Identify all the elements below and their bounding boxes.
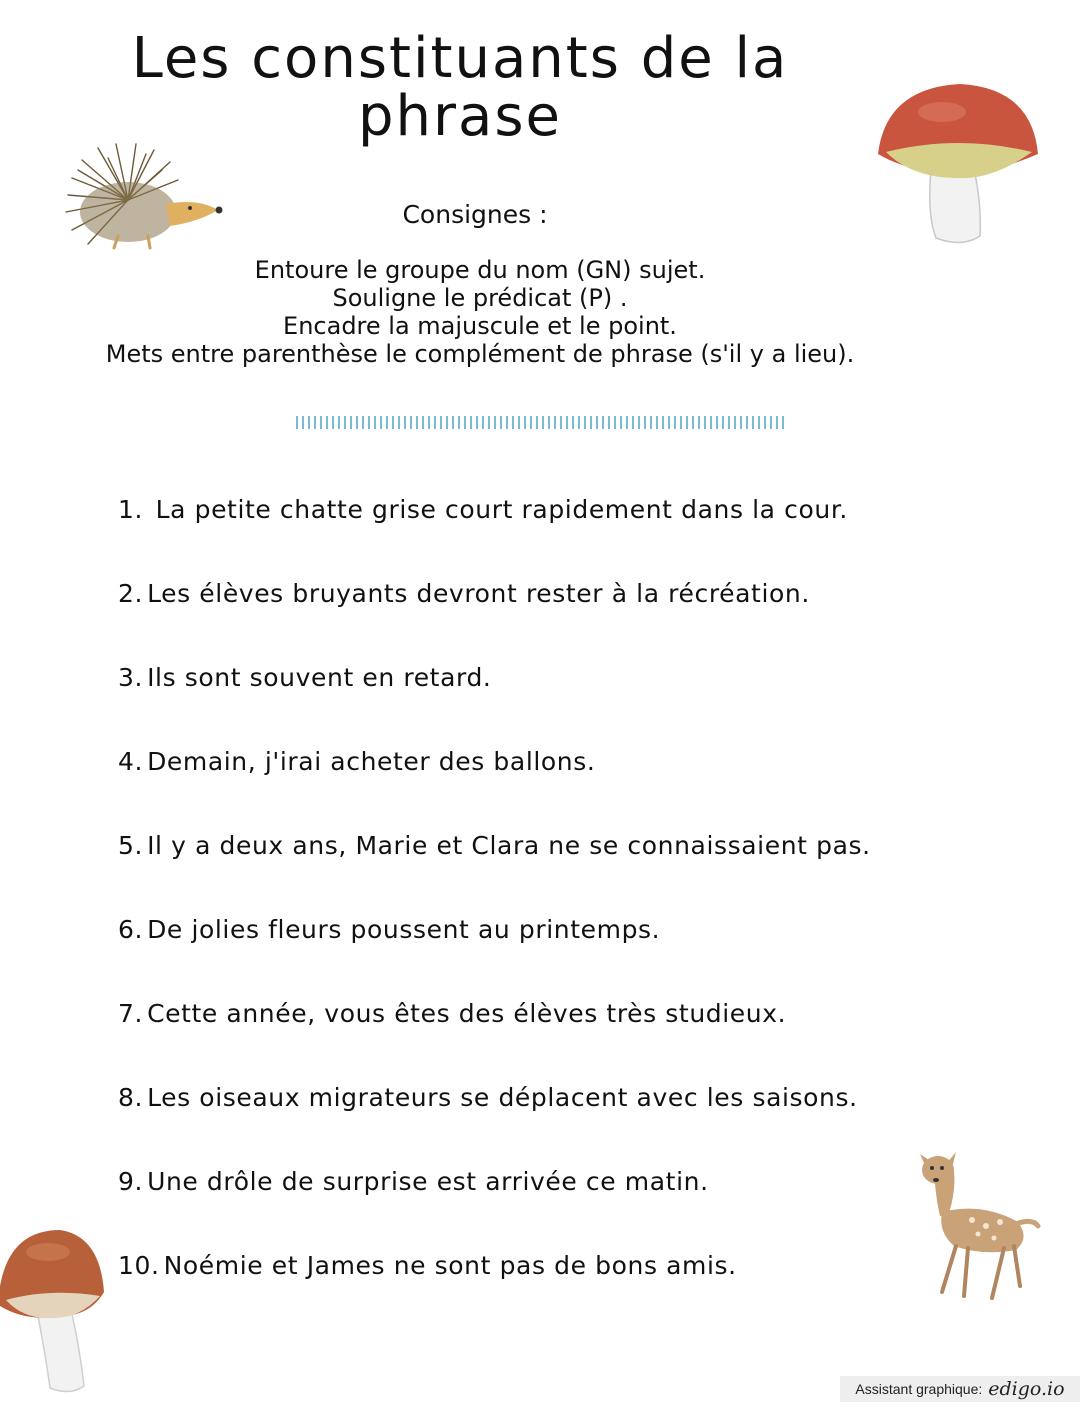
list-item xyxy=(118,912,1018,996)
item-text: Cette année, vous êtes des élèves très studieux. xyxy=(147,999,787,1028)
sentence-list xyxy=(118,492,1018,1332)
list-item xyxy=(118,576,1018,660)
item-text: Il y a deux ans, Marie et Clara ne se connaissaient pas. xyxy=(147,831,871,860)
instructions-list xyxy=(0,256,960,368)
item-number: 8. xyxy=(118,1083,144,1112)
item-text: De jolies fleurs poussent au printemps. xyxy=(147,915,661,944)
item-text: La petite chatte grise court rapidement dans la cour. xyxy=(155,495,848,524)
item-text: Demain, j'irai acheter des ballons. xyxy=(147,747,596,776)
item-text: Les élèves bruyants devront rester à la récréation. xyxy=(147,579,810,608)
instruction-item: Souligne le prédicat (P) . xyxy=(332,284,628,312)
item-text: Ils sont souvent en retard. xyxy=(147,663,492,692)
list-item xyxy=(118,996,1018,1080)
list-item xyxy=(118,1164,1018,1248)
instructions-heading: Consignes : xyxy=(402,200,548,229)
item-number: 2. xyxy=(118,579,144,608)
list-item xyxy=(118,660,1018,744)
page-title: Les constituants de la phrase xyxy=(131,26,789,149)
item-number: 6. xyxy=(118,915,144,944)
item-number: 1. xyxy=(118,495,144,524)
list-item xyxy=(118,1080,1018,1164)
footer-credit xyxy=(840,1376,1080,1402)
item-number: 7. xyxy=(118,999,144,1028)
brand-logo: edigo.io xyxy=(988,1378,1065,1400)
list-item xyxy=(118,828,1018,912)
item-text: Une drôle de surprise est arrivée ce matin. xyxy=(147,1167,709,1196)
instruction-item: Entoure le groupe du nom (GN) sujet. xyxy=(254,256,706,284)
item-number: 10. xyxy=(118,1251,160,1280)
item-number: 5. xyxy=(118,831,144,860)
list-item xyxy=(118,744,1018,828)
item-number: 3. xyxy=(118,663,144,692)
item-text: Noémie et James ne sont pas de bons amis. xyxy=(163,1251,737,1280)
item-text: Les oiseaux migrateurs se déplacent avec les saisons. xyxy=(147,1083,858,1112)
instruction-item: Encadre la majuscule et le point. xyxy=(283,312,677,340)
instruction-item: Mets entre parenthèse le complément de phrase (s'il y a lieu). xyxy=(105,340,855,368)
item-number: 4. xyxy=(118,747,144,776)
footer-label: Assistant graphique: xyxy=(855,1381,983,1397)
item-number: 9. xyxy=(118,1167,144,1196)
list-item xyxy=(118,492,1018,576)
list-item xyxy=(118,1248,1018,1332)
brown-mushroom-icon xyxy=(0,1226,108,1396)
divider xyxy=(296,416,788,429)
fawn-icon xyxy=(912,1146,1048,1308)
